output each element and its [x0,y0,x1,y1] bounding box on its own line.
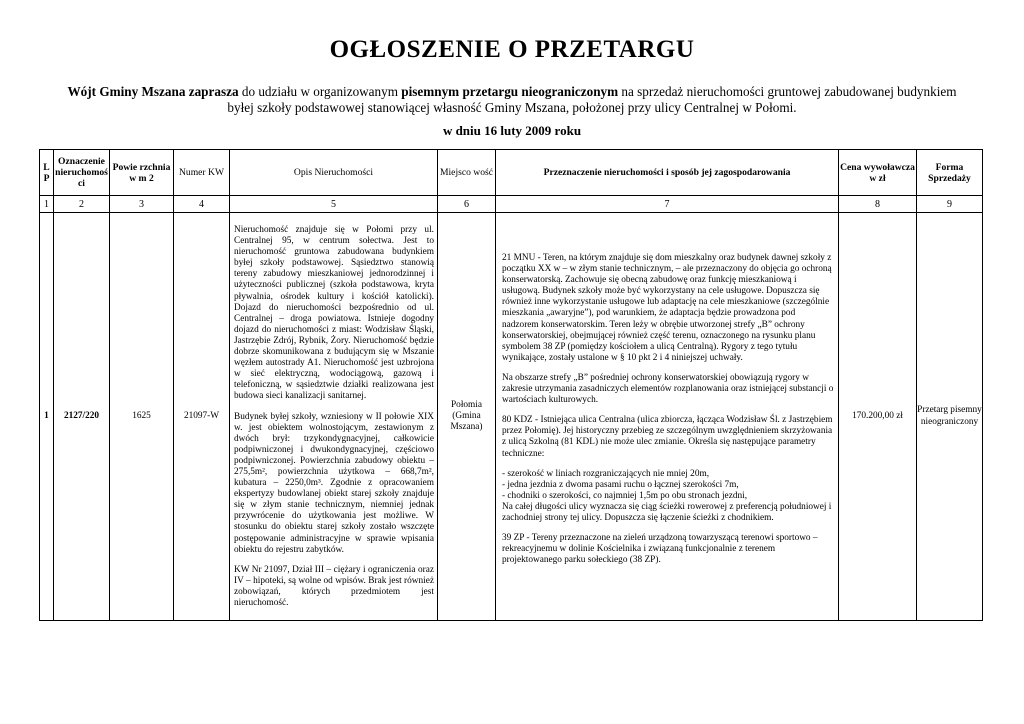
description-paragraph: KW Nr 21097, Dział III – ciężary i ograniczenia oraz IV – hipoteki, są wolne od wpisów. Brak jest również zobowiązań, których przedmiotem jest nieruchomość. [234,564,434,608]
cell-form: Przetarg pisemny nieograniczony [917,213,983,621]
intro-paragraph [60,84,964,116]
description-paragraph: Budynek byłej szkoły, wzniesiony w II połowie XIX w. jest obiektem wolnostojącym, zestawionym z dwóch brył: trzykondygnacyjnej, całkowicie podpiwniczonej i dwukondygnacyjnej, częściowo podpiwniczonej. Powierzchnia zabudowy obiektu – 275,5m², powierzchnia użytkowa – 668,7m², kubatura – 2250,0m³. Zgodnie z opracowaniem ekspertyzy budowlanej obiekt starej szkoły znajduje się w złym stanie technicznym, niemniej jednak przywrócenie do użytkowania jest możliwe. W stosunku do obiektu starej szkoły zostało wszczęte postępowanie administracyjne w sprawie wpisania obiektu do rejestru zabytków. [234,411,434,555]
purpose-paragraph: - szerokość w liniach rozgraniczających nie mniej 20m, - jedna jezdnia z dwoma pasami ruchu o łącznej szerokości 7m, - chodniki o szerokości, co najmniej 1,5m po obu stronach jezdni, Na całej długości ulicy wyznacza się ciąg ścieżki rowerowej z preferencją południowej i zachodniej strony tej ulicy. Dopuszcza się łączenie ścieżki z chodnikiem. [502,468,832,523]
header-place: Miejsco wość [438,150,496,196]
cell-price: 170.200,00 zł [839,213,917,621]
column-number: 9 [917,196,983,213]
property-row [40,213,983,621]
tender-date: w dniu 16 luty 2009 roku [442,123,582,138]
cell-designation: 2127/220 [54,213,110,621]
page-title: OGŁOSZENIE O PRZETARGU [329,36,695,63]
header-lp: L P [40,150,54,196]
column-number: 2 [54,196,110,213]
header-purpose: Przeznaczenie nieruchomości i sposób jej zagospodarowania [496,150,839,196]
column-number: 8 [839,196,917,213]
column-number: 5 [230,196,438,213]
cell-description [230,213,438,621]
purpose-paragraph: Na obszarze strefy „B” pośredniej ochrony konserwatorskiej obowiązują rygory w zakresie utrzymania zasadniczych elementów rozplanowania oraz istniejącej substancji o wartościach kulturowych. [502,372,834,406]
column-number: 1 [40,196,54,213]
intro-text-1: do udziału w organizowanym [238,84,402,99]
header-description: Opis Nieruchomości [230,150,438,196]
cell-purpose [496,213,839,621]
intro-tender-type: pisemnym przetargu nieograniczonym [401,84,619,99]
cell-area: 1625 [110,213,174,621]
header-row [40,150,983,196]
header-designation: Oznaczenie nieruchomoś ci [54,150,110,196]
purpose-paragraph: 80 KDZ - Istniejąca ulica Centralna (ulica zbiorcza, łącząca Wodzisław Śl. z Jastrzębiem przez Połomię). Jej historyczny przebieg ze szczególnym uwzględnieniem skrzyżowania z ulicą Szkolną (81 KDL) nie może ulec zmianie. Określa się następujące parametry techniczne: [502,415,833,459]
intro-organizer: Wójt Gminy Mszana zaprasza [67,84,239,99]
header-area: Powie rzchnia w m 2 [110,150,174,196]
column-number: 7 [496,196,839,213]
column-number: 4 [174,196,230,213]
column-number: 3 [110,196,174,213]
header-form: Forma Sprzedaży [917,150,983,196]
cell-lp: 1 [40,213,54,621]
header-price: Cena wywoławcza w zł [839,150,917,196]
column-number-row [40,196,983,213]
purpose-paragraph: 21 MNU - Teren, na którym znajduje się dom mieszkalny oraz budynek dawnej szkoły z początku XX w – w złym stanie technicznym, – ale przeznaczony do objęcia go ochroną konserwatorską. Zachowuje się obecną zabudowę oraz funkcję mieszkaniową i usługową. Budynek szkoły może być wykorzystany na cele usługowe. Dopuszcza się również inne wykorzystanie usługowe lub adaptację na cele mieszkaniowe (szczególnie mieszkania „awaryjne”), pod warunkiem, że adaptacja będzie prowadzona pod nadzorem konserwatorskim. Teren leży w obrębie utworzonej strefy „B” ochrony konserwatorskiej, obejmującej również część terenu, oznaczonego na rysunku planu symbolem 38 ZP (pomiędzy kościołem a ulicą Centralną). Rygory z tego tytułu wynikające, zostały ustalone w § 10 pkt 2 i 4 niniejszej uchwały. [502,253,832,363]
property-table [39,149,983,621]
column-number: 6 [438,196,496,213]
cell-kw: 21097-W [174,213,230,621]
intro-text-2: na sprzedaż nieruchomości gruntowej zabudowanej budynkiem byłej szkoły podstawowej stanowiącej własność Gminy Mszana, położonej przy ulicy Centralnej w Połomi. [227,84,957,115]
description-paragraph: Nieruchomość znajduje się w Połomi przy ul. Centralnej 95, w centrum sołectwa. Jest to nieruchomość gruntowa zabudowana budynkiem byłej szkoły podstawowej. Sąsiedztwo stanowią tereny zabudowy mieszkaniowej jednorodzinnej i użyteczności publicznej (szkoła podstawowa, kryta pływalnia, ośrodek kultury i kościół katolicki). Dojazd do nieruchomości bezpośrednio od ul. Centralnej – droga powiatowa. Istnieje dogodny dojazd do nieruchomości z miast: Wodzisław Śląski, Jastrzębie Zdrój, Rybnik, Żory. Nieruchomość będzie dobrze skomunikowana z budującym się w Mszanie węzłem autostrady A1. Nieruchomość jest uzbrojona w sieć elektryczną, wodociągową, gazową i telefoniczną, w sąsiedztwie działki realizowana jest budowa sieci kanalizacji sanitarnej. [234,225,434,402]
header-kw: Numer KW [174,150,230,196]
cell-place: Połomia (Gmina Mszana) [438,213,496,621]
purpose-paragraph: 39 ZP - Tereny przeznaczone na zieleń urządzoną towarzyszącą terenowi sportowo – rekreacyjnemu w dolinie Kościelnika i związaną funkcjonalnie z terenem projektowanego parku sołeckiego (38 ZP). [502,533,818,566]
